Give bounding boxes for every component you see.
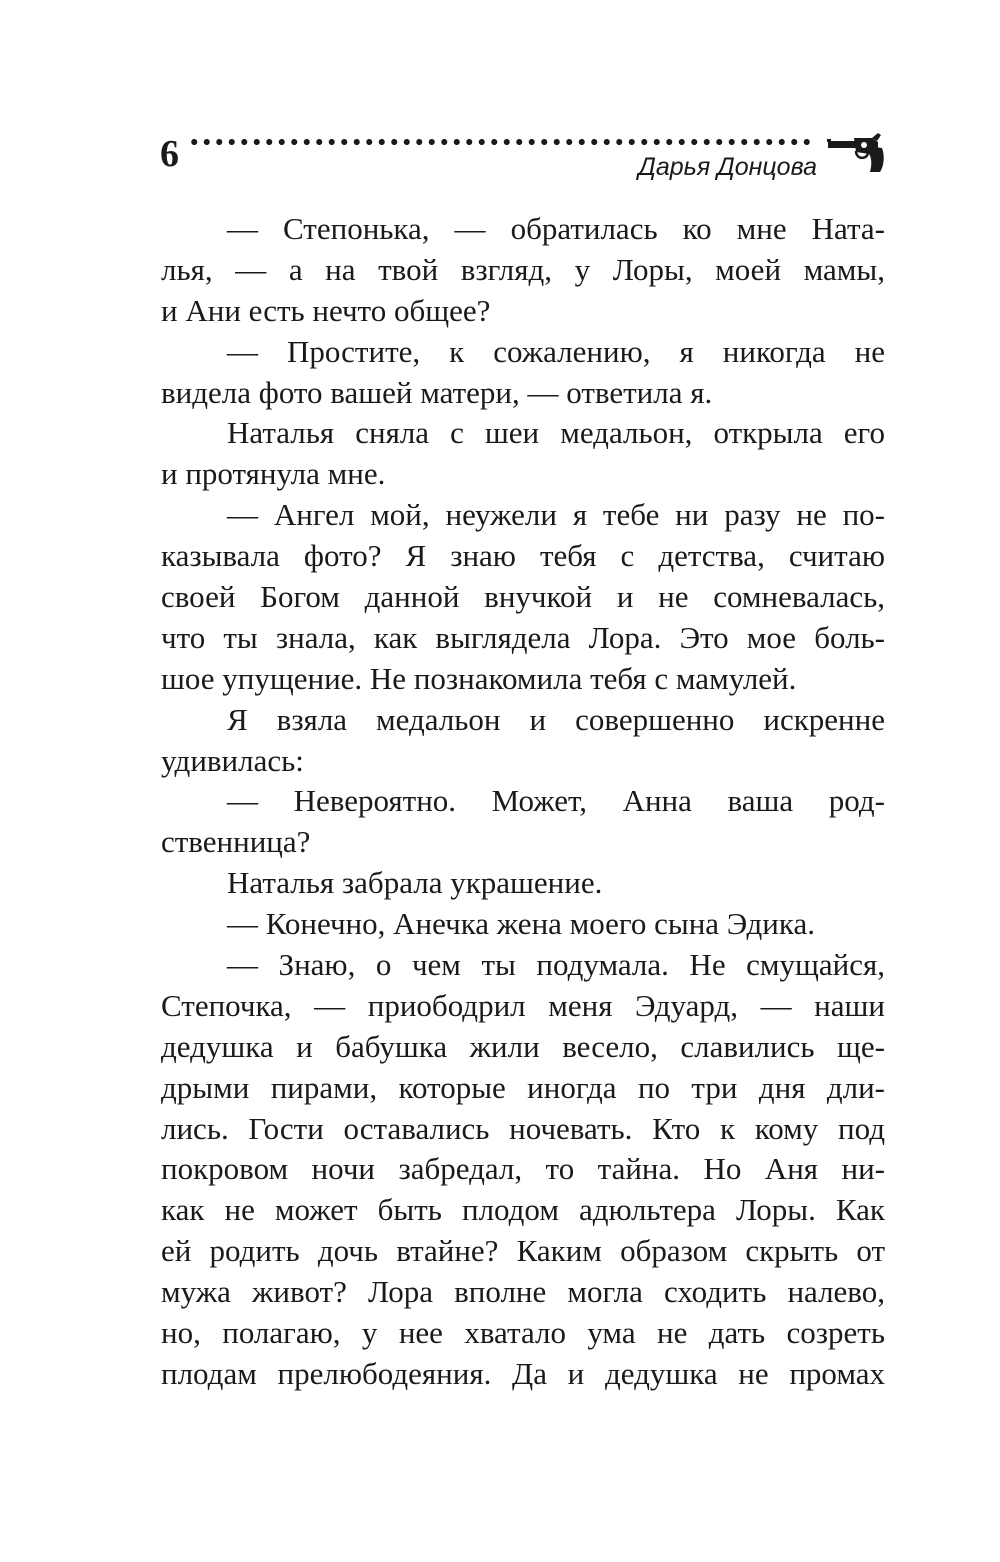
text-line: Наталья сняла с шеи медальон, открыла его bbox=[227, 415, 885, 451]
header-dotted-rule bbox=[188, 138, 813, 146]
text-line: казывала фото? Я знаю тебя с детства, считаю bbox=[161, 538, 885, 574]
body-text bbox=[161, 209, 885, 1395]
text-line: видела фото вашей матери, — ответила я. bbox=[161, 374, 713, 410]
text-line: — Степонька, — обратилась ко мне Ната- bbox=[227, 211, 885, 246]
text-line: лись. Гости оставались ночевать. Кто к кому под bbox=[161, 1110, 885, 1146]
text-line: ственница? bbox=[161, 824, 311, 860]
text-line: но, полагаю, у нее хватало ума не дать созреть bbox=[161, 1315, 885, 1351]
text-line: удивилась: bbox=[161, 742, 304, 778]
text-line: — Знаю, о чем ты подумала. Не смущайся, bbox=[227, 947, 885, 983]
text-line: — Простите, к сожалению, я никогда не bbox=[227, 333, 885, 369]
text-line: — Ангел мой, неужели я тебе ни разу не по- bbox=[227, 497, 885, 533]
text-line: своей Богом данной внучкой и не сомневалась, bbox=[161, 579, 885, 615]
text-line: мужа живот? Лора вполне могла сходить налево, bbox=[161, 1274, 885, 1310]
text-line: Степочка, — приободрил меня Эдуард, — наши bbox=[161, 987, 885, 1023]
text-line: — Конечно, Анечка жена моего сына Эдика. bbox=[227, 906, 815, 942]
text-line: лья, — а на твой взгляд, у Лоры, моей мамы, bbox=[161, 251, 885, 287]
text-line: шое упущение. Не познакомила тебя с мамулей. bbox=[161, 660, 797, 696]
text-line: — Невероятно. Может, Анна ваша род- bbox=[227, 783, 885, 819]
running-header-author: Дарья Донцова bbox=[638, 153, 817, 181]
text-line: и протянула мне. bbox=[161, 456, 386, 492]
text-line: и Ани есть нечто общее? bbox=[161, 292, 491, 328]
text-line: дедушка и бабушка жили весело, славились ще- bbox=[161, 1028, 885, 1064]
page-number: 6 bbox=[160, 133, 179, 175]
text-line: покровом ночи забредал, то тайна. Но Аня ни- bbox=[161, 1151, 885, 1187]
text-line: Я взяла медальон и совершенно искренне bbox=[227, 701, 885, 737]
text-line: как не может быть плодом адюльтера Лоры. Как bbox=[161, 1192, 885, 1228]
text-line: плодам прелюбодеяния. Да и дедушка не промах bbox=[161, 1355, 885, 1391]
text-line: дрыми пирами, которые иногда по три дня дли- bbox=[161, 1069, 885, 1105]
revolver-icon bbox=[826, 132, 886, 174]
text-line: ей родить дочь втайне? Каким образом скрыть от bbox=[161, 1233, 885, 1269]
text-line: что ты знала, как выглядела Лора. Это мое боль- bbox=[161, 619, 885, 655]
text-line: Наталья забрала украшение. bbox=[227, 865, 603, 901]
